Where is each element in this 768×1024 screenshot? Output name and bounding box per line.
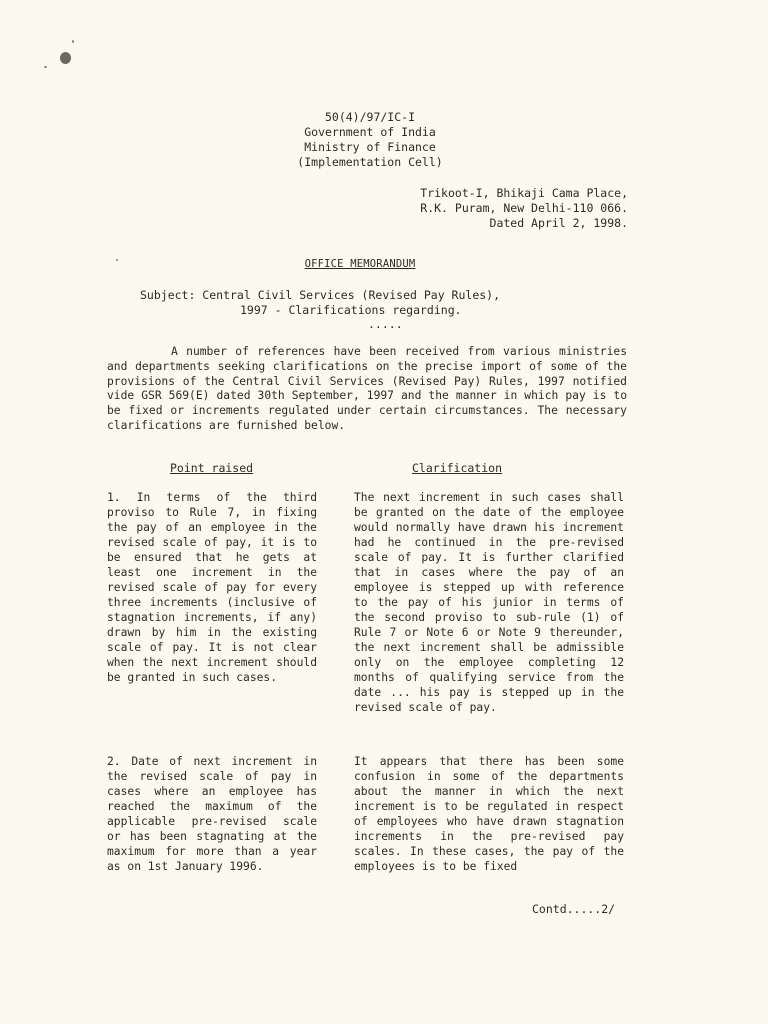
- ministry-name: Ministry of Finance: [304, 140, 436, 154]
- point-2: 2. Date of next increment in the revised scale of pay in cases where an employee has reached the maximum of the applicable pre-revised scale or has been stagnating at the maximum for more than a year as on 1st January 1996.: [107, 755, 317, 873]
- paper-speck: [44, 66, 47, 68]
- intro-paragraph: A number of references have been received from various ministries and departments seeking clarifications on the precise import of some of the provisions of the Central Civil Services (Revised Pay) Rules, 1997 notified vide GSR 569(E) dated 30th September, 1997 and the manner in which pay is to be fixed or increments regulated under certain circumstances. The necessary clarifications are furnished below.: [107, 345, 627, 432]
- subject-line-1: Subject: Central Civil Services (Revised Pay Rules),: [140, 288, 501, 302]
- cell-name: (Implementation Cell): [297, 155, 443, 169]
- subject-line-2: 1997 - Clarifications regarding.: [240, 303, 462, 317]
- continuation-marker: Contd.....2/: [532, 902, 616, 916]
- subject-block: [140, 288, 610, 330]
- paper-speck: [72, 40, 74, 43]
- clarification-2: It appears that there has been some confusion in some of the departments about the manner in which the next increment is to be regulated in respect of employees who have drawn stagnation increments in the pre-revised pay scales. In these cases, the pay of the employees is to be fixed: [354, 755, 624, 873]
- subject-dots: .....: [368, 317, 403, 331]
- point-raised-header: Point raised: [170, 461, 254, 475]
- paper-speck: [116, 259, 118, 261]
- letterhead: [250, 110, 490, 170]
- address-block: [360, 186, 628, 231]
- address-line-2: R.K. Puram, New Delhi-110 066.: [420, 201, 628, 215]
- file-number: 50(4)/97/IC-I: [324, 110, 415, 124]
- point-1: 1. In terms of the third proviso to Rule 7, in fixing the pay of an employee in the revised scale of pay, it is to be ensured that he gets at least one increment in the revised scale of pay for every three increments (inclusive of stagnation increments, if any) drawn by him in the existing scale of pay. It is not clear when the next increment should be granted in such cases.: [107, 491, 317, 684]
- address-line-1: Trikoot-I, Bhikaji Cama Place,: [420, 186, 628, 200]
- clarification-header: Clarification: [412, 461, 503, 475]
- clarification-1: The next increment in such cases shall be granted on the date of the employee would normally have drawn his increment had he continued in the pre-revised scale of pay. It is further clarified that in cases where the pay of an employee is stepped up with reference to the pay of his junior in terms of the second proviso to sub-rule (1) of Rule 7 or Note 6 or Note 9 thereunder, the next increment shall be admissible only on the employee completing 12 months of qualifying service from the date ... his pay is stepped up in the revised scale of pay.: [354, 491, 624, 714]
- government-name: Government of India: [304, 125, 436, 139]
- document-date: Dated April 2, 1998.: [489, 216, 628, 230]
- punch-hole: [60, 52, 71, 64]
- document-title: OFFICE MEMORANDUM: [304, 258, 416, 270]
